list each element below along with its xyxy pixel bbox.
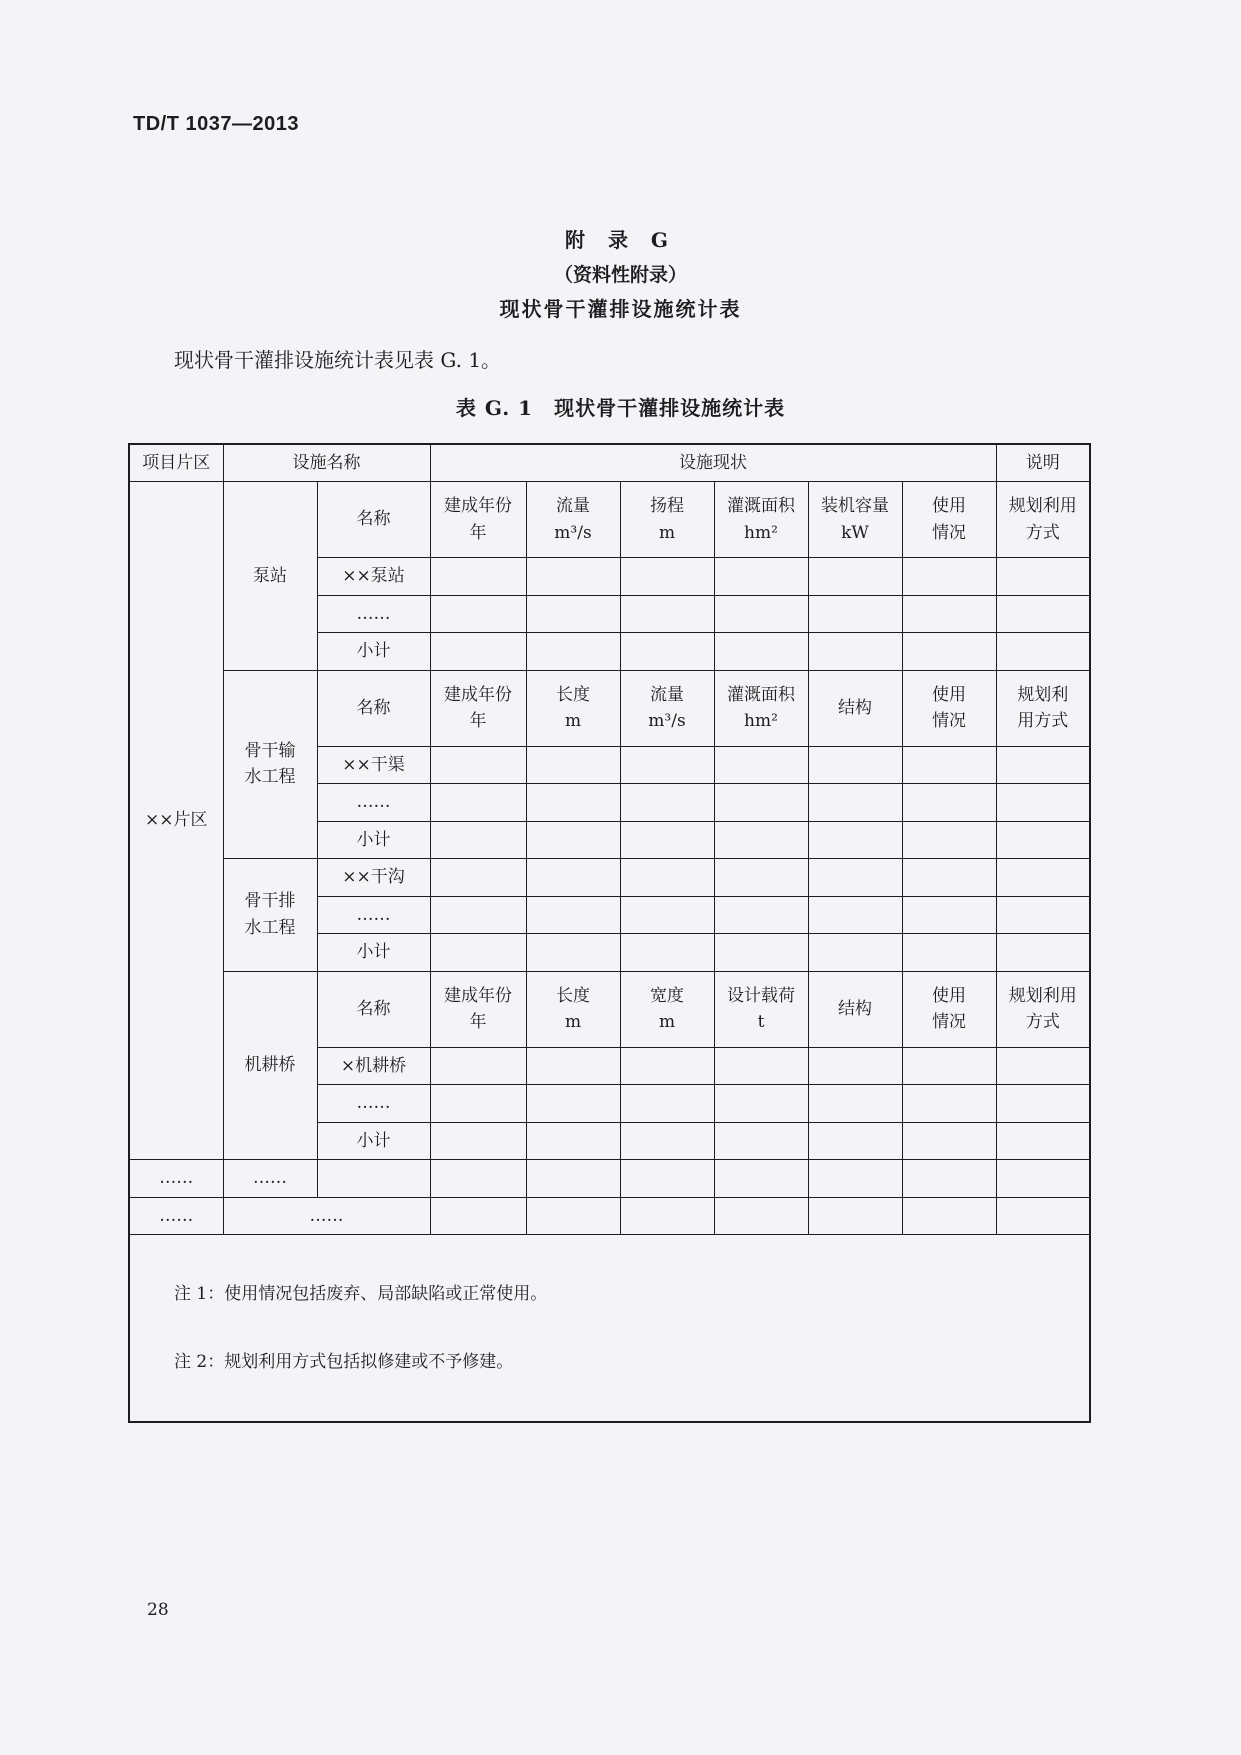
table-row <box>129 859 1090 897</box>
area-ellipsis-name: …… <box>223 1197 430 1235</box>
col-header: 扬程 m <box>620 482 714 558</box>
group-pump-station: 泵站 <box>223 482 317 671</box>
bridge-header-row <box>129 971 1090 1047</box>
appendix-name: 现状骨干灌排设施统计表 <box>499 297 742 321</box>
row-name: …… <box>317 1085 430 1123</box>
pump-header-row <box>129 482 1090 558</box>
water-supply-header-row <box>129 670 1090 746</box>
col-header: 灌溉面积 hm² <box>714 670 808 746</box>
note-2: 注 2：规划利用方式包括拟修建或不予修建。 <box>174 1352 514 1372</box>
col-header: 宽度 m <box>620 971 714 1047</box>
col-header: 规划利 用方式 <box>996 670 1090 746</box>
group-other: …… <box>129 1160 223 1198</box>
standard-code: TD/T 1037—2013 <box>133 113 299 135</box>
col-header: 长度 m <box>526 670 620 746</box>
intro-text: 现状骨干灌排设施统计表见表 G. 1。 <box>174 348 502 372</box>
col-header: 使用 情况 <box>902 482 996 558</box>
table-header-row <box>129 444 1090 482</box>
col-header: 建成年份 年 <box>430 971 526 1047</box>
table-row <box>129 1197 1090 1235</box>
col-header: 装机容量 kW <box>808 482 902 558</box>
table-notes <box>129 1235 1090 1423</box>
page-number: 28 <box>147 1600 169 1620</box>
table-row <box>129 1160 1090 1198</box>
table-caption: 表 G. 1 现状骨干灌排设施统计表 <box>455 396 786 420</box>
col-header: 建成年份 年 <box>430 670 526 746</box>
area-ellipsis: …… <box>129 1197 223 1235</box>
row-name: 小计 <box>317 1122 430 1160</box>
row-name: ×机耕桥 <box>317 1047 430 1085</box>
row-name: ××干渠 <box>317 746 430 784</box>
col-header: 规划利用 方式 <box>996 971 1090 1047</box>
group-water-supply: 骨干输 水工程 <box>223 670 317 859</box>
col-header: 使用 情况 <box>902 670 996 746</box>
row-name: …… <box>317 896 430 934</box>
col-header: 建成年份 年 <box>430 482 526 558</box>
col-header: 使用 情况 <box>902 971 996 1047</box>
group-drainage: 骨干排 水工程 <box>223 859 317 972</box>
header-remark: 说明 <box>996 444 1090 482</box>
row-name: 小计 <box>317 633 430 671</box>
header-area: 项目片区 <box>129 444 223 482</box>
name-label: 名称 <box>317 482 430 558</box>
area-name: ××片区 <box>129 482 223 1160</box>
row-name: 小计 <box>317 934 430 972</box>
col-header: 规划利用 方式 <box>996 482 1090 558</box>
col-header: 灌溉面积 hm² <box>714 482 808 558</box>
note-1: 注 1：使用情况包括废弃、局部缺陷或正常使用。 <box>174 1284 548 1304</box>
group-tractor-bridge: 机耕桥 <box>223 971 317 1160</box>
row-name: ××干沟 <box>317 859 430 897</box>
row-name: 小计 <box>317 821 430 859</box>
col-header: 设计载荷 t <box>714 971 808 1047</box>
table-notes-row <box>129 1235 1090 1423</box>
header-facility-name: 设施名称 <box>223 444 430 482</box>
row-name: …… <box>223 1160 317 1198</box>
row-name: ××泵站 <box>317 558 430 596</box>
facility-statistics-table <box>128 443 1091 1423</box>
appendix-type: （资料性附录） <box>553 264 687 286</box>
appendix-title: 附 录 G <box>564 228 676 252</box>
col-header: 流量 m³/s <box>526 482 620 558</box>
row-name: …… <box>317 784 430 822</box>
row-name: …… <box>317 595 430 633</box>
col-header: 结构 <box>808 971 902 1047</box>
col-header: 结构 <box>808 670 902 746</box>
col-header: 流量 m³/s <box>620 670 714 746</box>
col-header: 长度 m <box>526 971 620 1047</box>
header-facility-status: 设施现状 <box>430 444 996 482</box>
name-label: 名称 <box>317 670 430 746</box>
name-label: 名称 <box>317 971 430 1047</box>
